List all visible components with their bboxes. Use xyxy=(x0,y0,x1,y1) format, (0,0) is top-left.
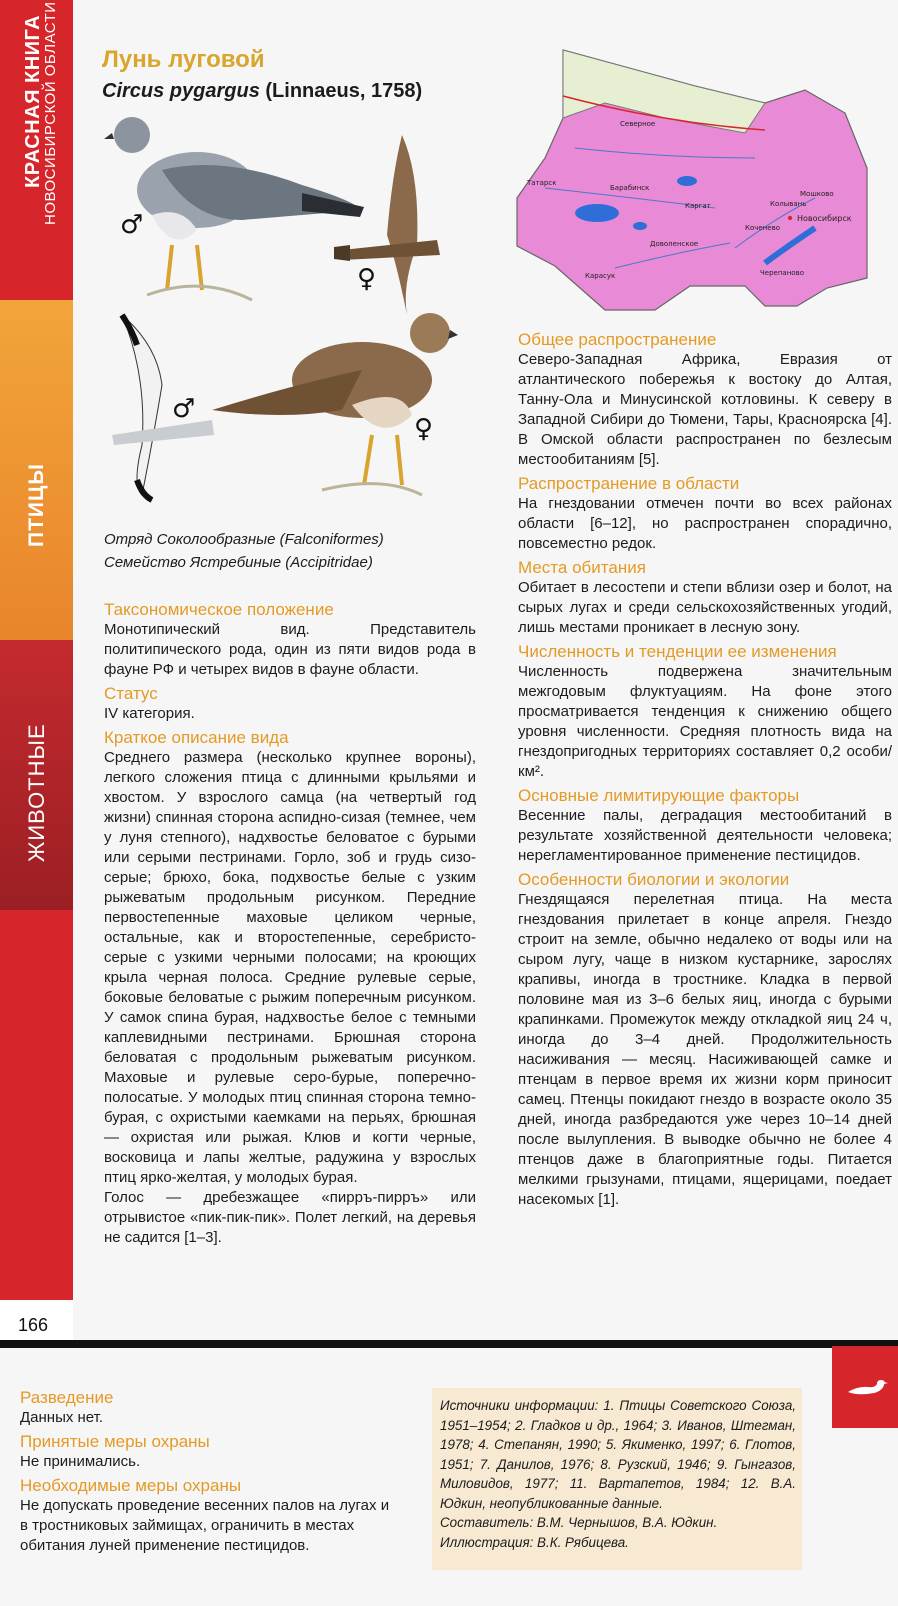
section-title: Особенности биологии и экологии xyxy=(518,870,790,889)
page-divider xyxy=(0,1340,898,1348)
distribution-map xyxy=(515,48,890,323)
sources-box xyxy=(432,1388,802,1570)
section-title: Основные лимитирующие факторы xyxy=(518,786,800,805)
section-body: Голос — дребезжащее «пирръ-пирръ» или отрывистое «пик-пик-пик». Полет легкий, на деревья не садится [1–3]. xyxy=(104,1189,476,1246)
town-label: Северное xyxy=(620,120,656,128)
section-body: Численность подвержена значительным межгодовым флуктуациям. На фоне этого просматривается тенденция к снижению общего уровня численности. Средняя плотность вида на гнездопригодных территориях составляет 0,2 особи/км². xyxy=(518,663,892,780)
male-symbol: ♂ xyxy=(120,210,144,240)
bird-illustration xyxy=(102,115,477,525)
latin-name xyxy=(102,80,422,103)
male-symbol-2: ♂ xyxy=(172,394,196,424)
section-body: Не допускать проведение весенних палов на лугах и в тростниковых займищах, ограничить в местах обитания луней применение пестицидов. xyxy=(20,1497,390,1554)
town-label: Мошково xyxy=(800,190,834,198)
town-label: Карасук xyxy=(585,272,616,280)
section-title: Статус xyxy=(104,684,158,703)
section-body: Не принимались. xyxy=(20,1453,141,1470)
latin-genus-species: Circus pygargus xyxy=(102,80,260,102)
section-body: На гнездовании отмечен почти во всех районах области [6–12], но распространен спорадично, повсеместно редок. xyxy=(518,495,892,552)
town-label: Коченево xyxy=(745,224,780,232)
compiled-by: Составитель: В.М. Чернышов, В.А. Юдкин. xyxy=(440,1515,718,1530)
section-body: Обитает в лесостепи и степи вблизи озер и болот, на сырых лугах и среди сельскохозяйственных угодий, лишь местами проникает в лесную зону. xyxy=(518,579,892,636)
female-symbol-2: ♀ xyxy=(414,414,434,444)
section-title: Краткое описание вида xyxy=(104,728,289,747)
lake xyxy=(677,176,697,186)
section-body: Весенние палы, деградация местообитаний в результате хозяйственной деятельности человека; нерегламентированное применение пестицидов. xyxy=(518,807,892,864)
spine-kingdom: ЖИВОТНЫЕ xyxy=(24,723,49,862)
spine-section: ПТИЦЫ xyxy=(25,463,48,547)
section-title: Места обитания xyxy=(518,558,646,577)
section-title: Необходимые меры охраны xyxy=(20,1476,242,1495)
lake xyxy=(633,222,647,230)
species-title: Лунь луговой xyxy=(102,46,265,73)
order-line: Отряд Соколообразные (Falconiformes) xyxy=(104,531,384,548)
section-title: Разведение xyxy=(20,1388,114,1407)
side-spine xyxy=(0,0,73,1340)
town-label: Каргат xyxy=(685,202,711,210)
town-label: Черепаново xyxy=(760,269,804,277)
sources-text: Источники информации: 1. Птицы Советского Союза, 1951–1954; 2. Гладков и др., 1964; 3. Иванов, Штегман, 1978; 4. Степанян, 1990; 5. Якименко, 1997; 6. Глотов, 1951; 7. Данилов, 1976; 8. Рузский, 1946; 9. Гынгазов, Миловидов, 1977; 11. Вартапетов, 1984; 12. В.А. Юдкин, неопубликованные данные. xyxy=(440,1398,796,1511)
spine-book-title: КРАСНАЯ КНИГА xyxy=(22,14,44,188)
spine-region: НОВОСИБИРСКОЙ ОБЛАСТИ xyxy=(42,1,59,225)
town-label: Доволенское xyxy=(650,240,699,248)
left-column xyxy=(104,600,476,1252)
section-title: Принятые меры охраны xyxy=(20,1432,210,1451)
perched-female-bird xyxy=(212,313,458,495)
section-title: Численность и тенденции ее изменения xyxy=(518,642,837,661)
illustration-credit: Иллюстрация: В.К. Рябицева. xyxy=(440,1534,629,1550)
section-title: Распространение в области xyxy=(518,474,740,493)
town-label: Барабинск xyxy=(610,184,650,192)
taxonomy-block xyxy=(104,528,384,574)
town-label: Новосибирск xyxy=(797,214,852,223)
section-body: Данных нет. xyxy=(20,1409,104,1426)
section-body: Гнездящаяся перелетная птица. На места гнездования прилетает в конце апреля. Гнездо строит на земле, обычно недалеко от воды или на сыром лугу, чаще в низком кустарнике, зарослях крапивы, иногда в тростнике. Кладка в первой половине мая из 3–6 белых яиц, иногда с бурыми крапинками. Промежуток между откладкой яиц 24 ч, иногда до 3–4 дней. Продолжительность насиживания — месяц. Насиживающей самке и птенцам в первое время их жизни корм приносит самец. Птенцы покидают гнездо в возрасте около 35 дней, иногда разбредаются уже через 10–14 дней после вылупления. В выводке обычно не более 4 птенцов даже в благоприятные годы. Питается мелкими грызунами, птицами, ящерицами, поедает насекомых [1]. xyxy=(518,891,892,1208)
latin-author: (Linnaeus, 1758) xyxy=(265,80,423,102)
flying-male-bird xyxy=(112,315,214,500)
section-body: Среднего размера (несколько крупнее вороны), легкого сложения птица с длинными крыльями и хвостом. У взрослого самца (на четвертый год жизни) спинная сторона аспидно-сизая (темнее, чем у луня степного), надхвостье беловатое с бурыми или серыми пестринами. Горло, зоб и грудь сизо-серые; брюхо, бока, подхвостье белые с узким рыжеватым продольным рисунком. Передние первостепенные маховые целиком черные, остальные, как и второстепенные, серебристо-серые с узкими черными полосами; на кроющих крыла черная полоса. Средние рулевые серые, боковые беловатые с рыжим поперечным рисунком. У самок спина бурая, надхвостье белое с темными каплевидными пестринами. Брюшная сторона беловатая с продольным рыжеватым рисунком. Маховые и рулевые серо-бурые, поперечно-полосатые. У молодых птиц спинная сторона темно-бурая, с охристыми каемками на перьях, брюшная — охристая или рыжая. Клюв и когти черные, восковица и лапы желтые, радужина у взрослых птиц ярко-желтая, у молодых бурая. xyxy=(104,749,476,1186)
bottom-left-column xyxy=(20,1388,390,1560)
right-column xyxy=(518,330,892,1214)
section-body: Монотипический вид. Представитель политипического рода, один из пяти видов рода в фауне РФ и четырех видов в фауне области. xyxy=(104,621,476,678)
flying-female-bird xyxy=(334,135,440,315)
page-number: 166 xyxy=(18,1315,49,1335)
chany-lake xyxy=(575,204,619,222)
family-line: Семейство Ястребиные (Accipitridae) xyxy=(104,554,373,571)
town-label: Татарск xyxy=(527,179,557,187)
town-label: Колывань xyxy=(770,200,807,208)
section-body: IV категория. xyxy=(104,705,195,722)
section-body: Северо-Западная Африка, Евразия от атлантического побережья к востоку до Алтая, Танну-Ола и Минусинской котловины. К северу в Западной Сибири до Тюмени, Тары, Красноярска [4]. В Омской области распространен по безлесым местообитаниям [5]. xyxy=(518,351,892,468)
capital-marker xyxy=(788,216,792,220)
section-title: Таксономическое положение xyxy=(104,600,334,619)
perched-male-bird xyxy=(104,117,364,300)
section-title: Общее распространение xyxy=(518,330,717,349)
duck-icon xyxy=(846,1376,888,1398)
female-symbol: ♀ xyxy=(357,264,377,294)
